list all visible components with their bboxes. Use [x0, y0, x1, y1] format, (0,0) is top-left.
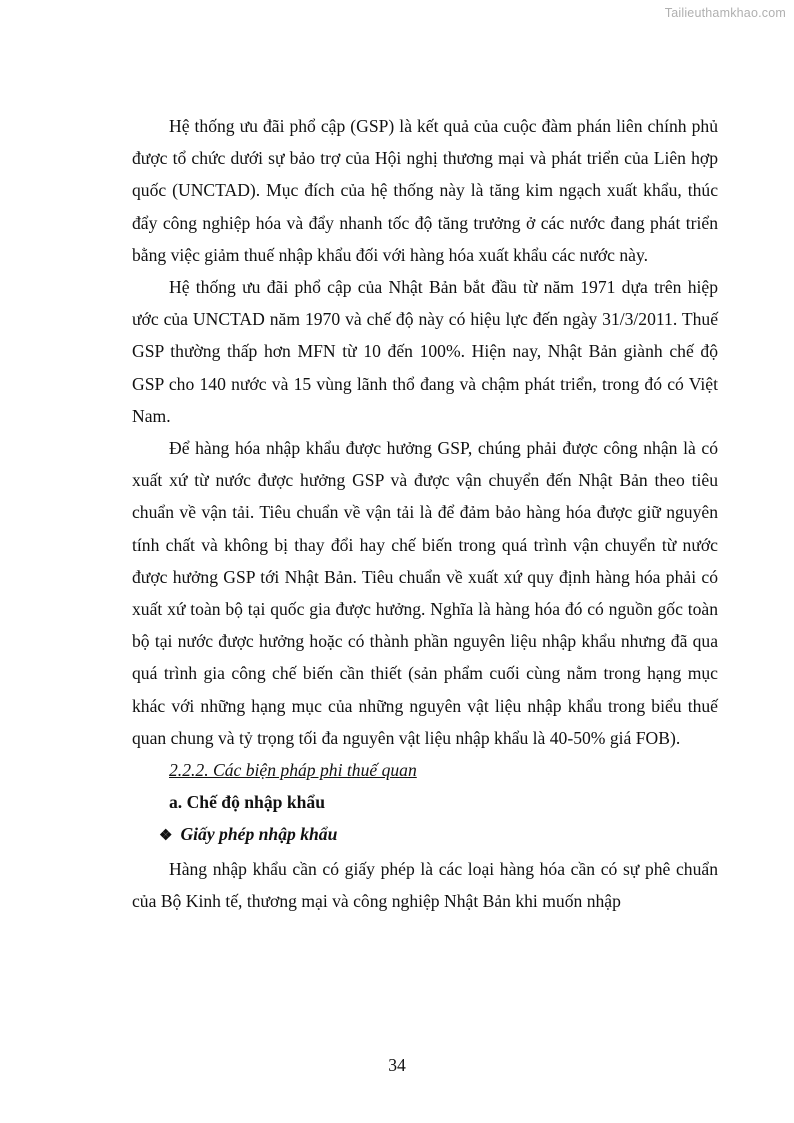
- page-body: [132, 110, 718, 917]
- bullet-heading-row: [132, 818, 718, 852]
- diamond-bullet-icon: ❖: [159, 828, 173, 845]
- subsection-heading: a. Chế độ nhập khẩu: [169, 792, 325, 813]
- bullet-heading-text: Giấy phép nhập khẩu: [180, 824, 338, 845]
- section-heading: 2.2.2. Các biện pháp phi thuế quan: [169, 760, 417, 781]
- watermark: Tailieuthamkhao.com: [664, 6, 786, 20]
- page-number: 34: [388, 1055, 406, 1075]
- paragraph-import-license: Hàng nhập khẩu cần có giấy phép là các loại hàng hóa cần có sự phê chuẩn của Bộ Kinh tế, thương mại và công nghiệp Nhật Bản khi muốn nhập: [132, 858, 718, 911]
- paragraph-japan-gsp: Hệ thống ưu đãi phổ cập của Nhật Bản bắt đầu từ năm 1971 dựa trên hiệp ước của UNCTAD năm 1970 và chế độ này có hiệu lực đến ngày 31/3/2011. Thuế GSP thường thấp hơn MFN từ 10 đến 100%. Hiện nay, Nhật Bản giành chế độ GSP cho 140 nước và 15 vùng lãnh thổ đang và chậm phát triển, trong đó có Việt Nam.: [132, 277, 718, 426]
- paragraph-gsp-intro: Hệ thống ưu đãi phổ cập (GSP) là kết quả của cuộc đàm phán liên chính phủ được tổ chức dưới sự bảo trợ của Hội nghị thương mại và phát triển của Liên hợp quốc (UNCTAD). Mục đích của hệ thống này là tăng kim ngạch xuất khẩu, thúc đẩy công nghiệp hóa và đẩy nhanh tốc độ tăng trưởng ở các nước đang phát triển bằng việc giảm thuế nhập khẩu đối với hàng hóa xuất khẩu các nước này.: [132, 116, 718, 265]
- paragraph-gsp-criteria: Để hàng hóa nhập khẩu được hưởng GSP, chúng phải được công nhận là có xuất xứ từ nước được hưởng GSP và được vận chuyển đến Nhật Bản theo tiêu chuẩn về vận tải. Tiêu chuẩn về vận tải là để đảm bảo hàng hóa được giữ nguyên tính chất và không bị thay đổi hay chế biến trong quá trình vận chuyển từ nước được hưởng GSP tới Nhật Bản. Tiêu chuẩn về xuất xứ quy định hàng hóa phải có xuất xứ toàn bộ tại quốc gia được hưởng. Nghĩa là hàng hóa đó có nguồn gốc toàn bộ tại nước được hưởng hoặc có thành phần nguyên liệu nhập khẩu nhưng đã qua quá trình gia công chế biến cần thiết (sản phẩm cuối cùng nằm trong hạng mục khác với những hạng mục của những nguyên vật liệu nhập khẩu trong biểu thuế quan chung và tỷ trọng tối đa nguyên vật liệu nhập khẩu là 40-50% giá FOB).: [132, 438, 718, 748]
